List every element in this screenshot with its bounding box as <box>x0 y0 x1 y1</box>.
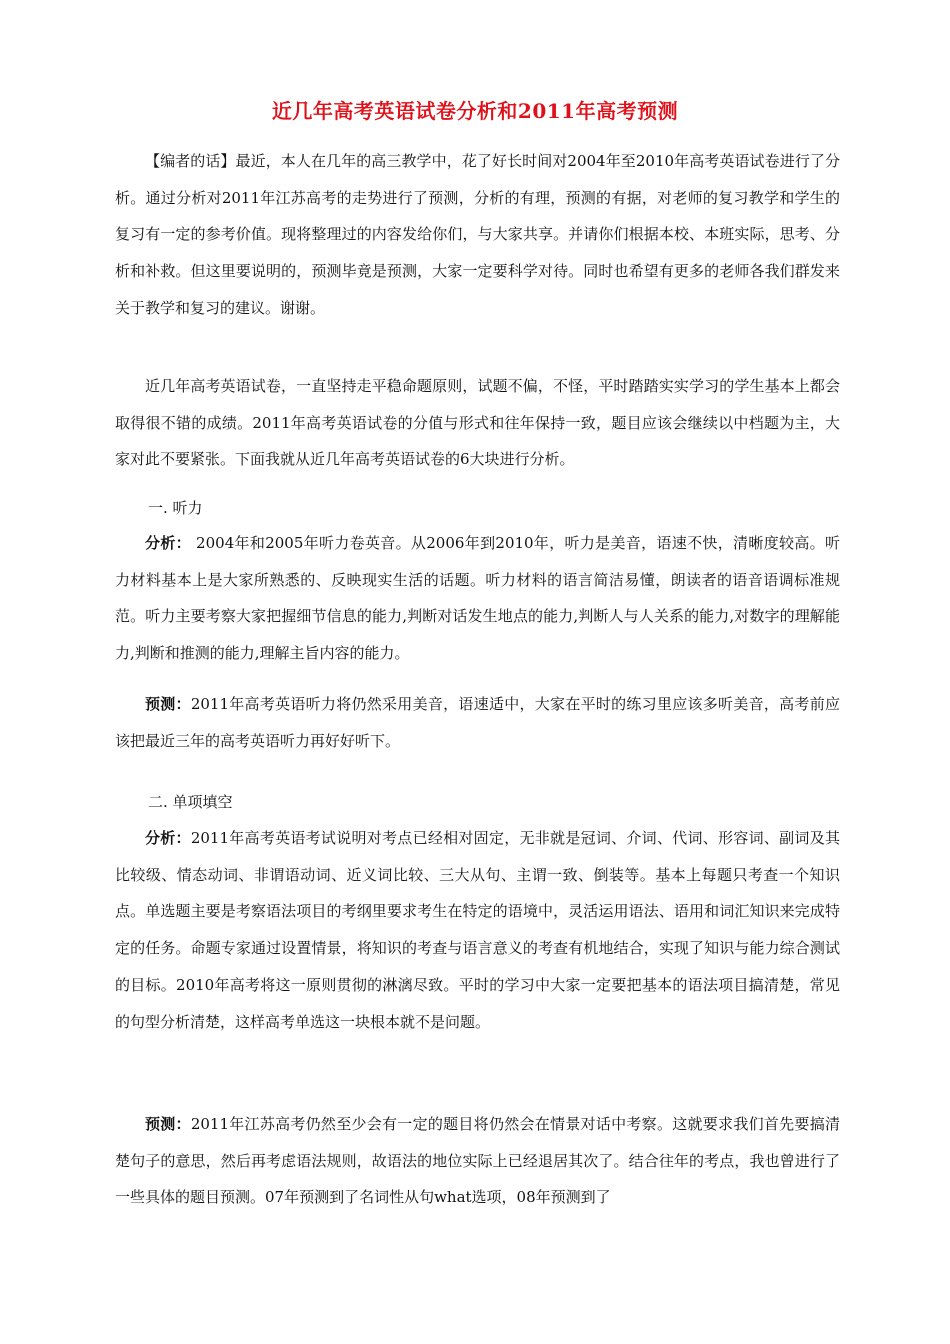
analysis-label: 分析： <box>145 534 191 552</box>
section-heading-listening: 一. 听力 <box>148 499 203 517</box>
single-choice-analysis-block <box>115 820 840 1040</box>
prediction-text: 2011年江苏高考仍然至少会有一定的题目将仍然会在情景对话中考察。这就要求我们首先要搞清楚句子的意思，然后再考虑语法规则，故语法的地位实际上已经退居其次了。结合往年的考点，我也曾进行了一些具体的题目预测。07年预测到了名词性从句what选项，08年预测到了 <box>115 1115 840 1207</box>
listening-analysis-paragraph <box>115 525 840 672</box>
single-choice-prediction-block <box>115 1106 840 1216</box>
listening-prediction-block <box>115 686 840 759</box>
intro-block <box>115 368 840 478</box>
prediction-label: 预测： <box>145 695 191 713</box>
analysis-text: 2004年和2005年听力卷英音。从2006年到2010年，听力是美音，语速不快，清晰度较高。听力材料基本上是大家所熟悉的、反映现实生活的话题。听力材料的语言简洁易懂，朗读者的语音语调标准规范。听力主要考察大家把握细节信息的能力,判断对话发生地点的能力,判断人与人关系的能力,对数字的理解能力,判断和推测的能力,理解主旨内容的能力。 <box>115 534 840 663</box>
listening-analysis-block <box>115 525 840 672</box>
listening-prediction-paragraph <box>115 686 840 759</box>
single-choice-analysis-paragraph <box>115 820 840 1040</box>
editor-note-block <box>115 143 840 327</box>
single-choice-prediction-paragraph <box>115 1106 840 1216</box>
prediction-text: 2011年高考英语听力将仍然采用美音，语速适中，大家在平时的练习里应该多听美音，高考前应该把最近三年的高考英语听力再好好听下。 <box>115 695 840 750</box>
intro-paragraph: 近几年高考英语试卷，一直坚持走平稳命题原则，试题不偏，不怪，平时踏踏实实学习的学生基本上都会取得很不错的成绩。2011年高考英语试卷的分值与形式和往年保持一致，题目应该会继续以中档题为主，大家对此不要紧张。下面我就从近几年高考英语试卷的6大块进行分析。 <box>115 377 840 469</box>
analysis-text: 2011年高考英语考试说明对考点已经相对固定，无非就是冠词、介词、代词、形容词、副词及其比较级、情态动词、非谓语动词、近义词比较、三大从句、主谓一致、倒装等。基本上每题只考查一个知识点。单选题主要是考察语法项目的考纲里要求考生在特定的语境中，灵活运用语法、语用和词汇知识来完成特定的任务。命题专家通过设置情景，将知识的考查与语言意义的考查有机地结合，实现了知识与能力综合测试的目标。2010年高考将这一原则贯彻的淋漓尽致。平时的学习中大家一定要把基本的语法项目搞清楚，常见的句型分析清楚，这样高考单选这一块根本就不是问题。 <box>115 829 840 1031</box>
editor-note-paragraph: 【编者的话】最近，本人在几年的高三教学中，花了好长时间对2004年至2010年高考英语试卷进行了分析。通过分析对2011年江苏高考的走势进行了预测，分析的有理，预测的有据，对老师的复习教学和学生的复习有一定的参考价值。现将整理过的内容发给你们，与大家共享。并请你们根据本校、本班实际，思考、分析和补救。但这里要说明的，预测毕竟是预测，大家一定要科学对待。同时也希望有更多的老师各我们群发来关于教学和复习的建议。谢谢。 <box>115 152 840 317</box>
prediction-label: 预测： <box>145 1115 191 1133</box>
section-heading-single-choice: 二. 单项填空 <box>148 793 233 811</box>
analysis-label: 分析： <box>145 829 191 847</box>
document-title: 近几年高考英语试卷分析和2011年高考预测 <box>271 99 679 123</box>
